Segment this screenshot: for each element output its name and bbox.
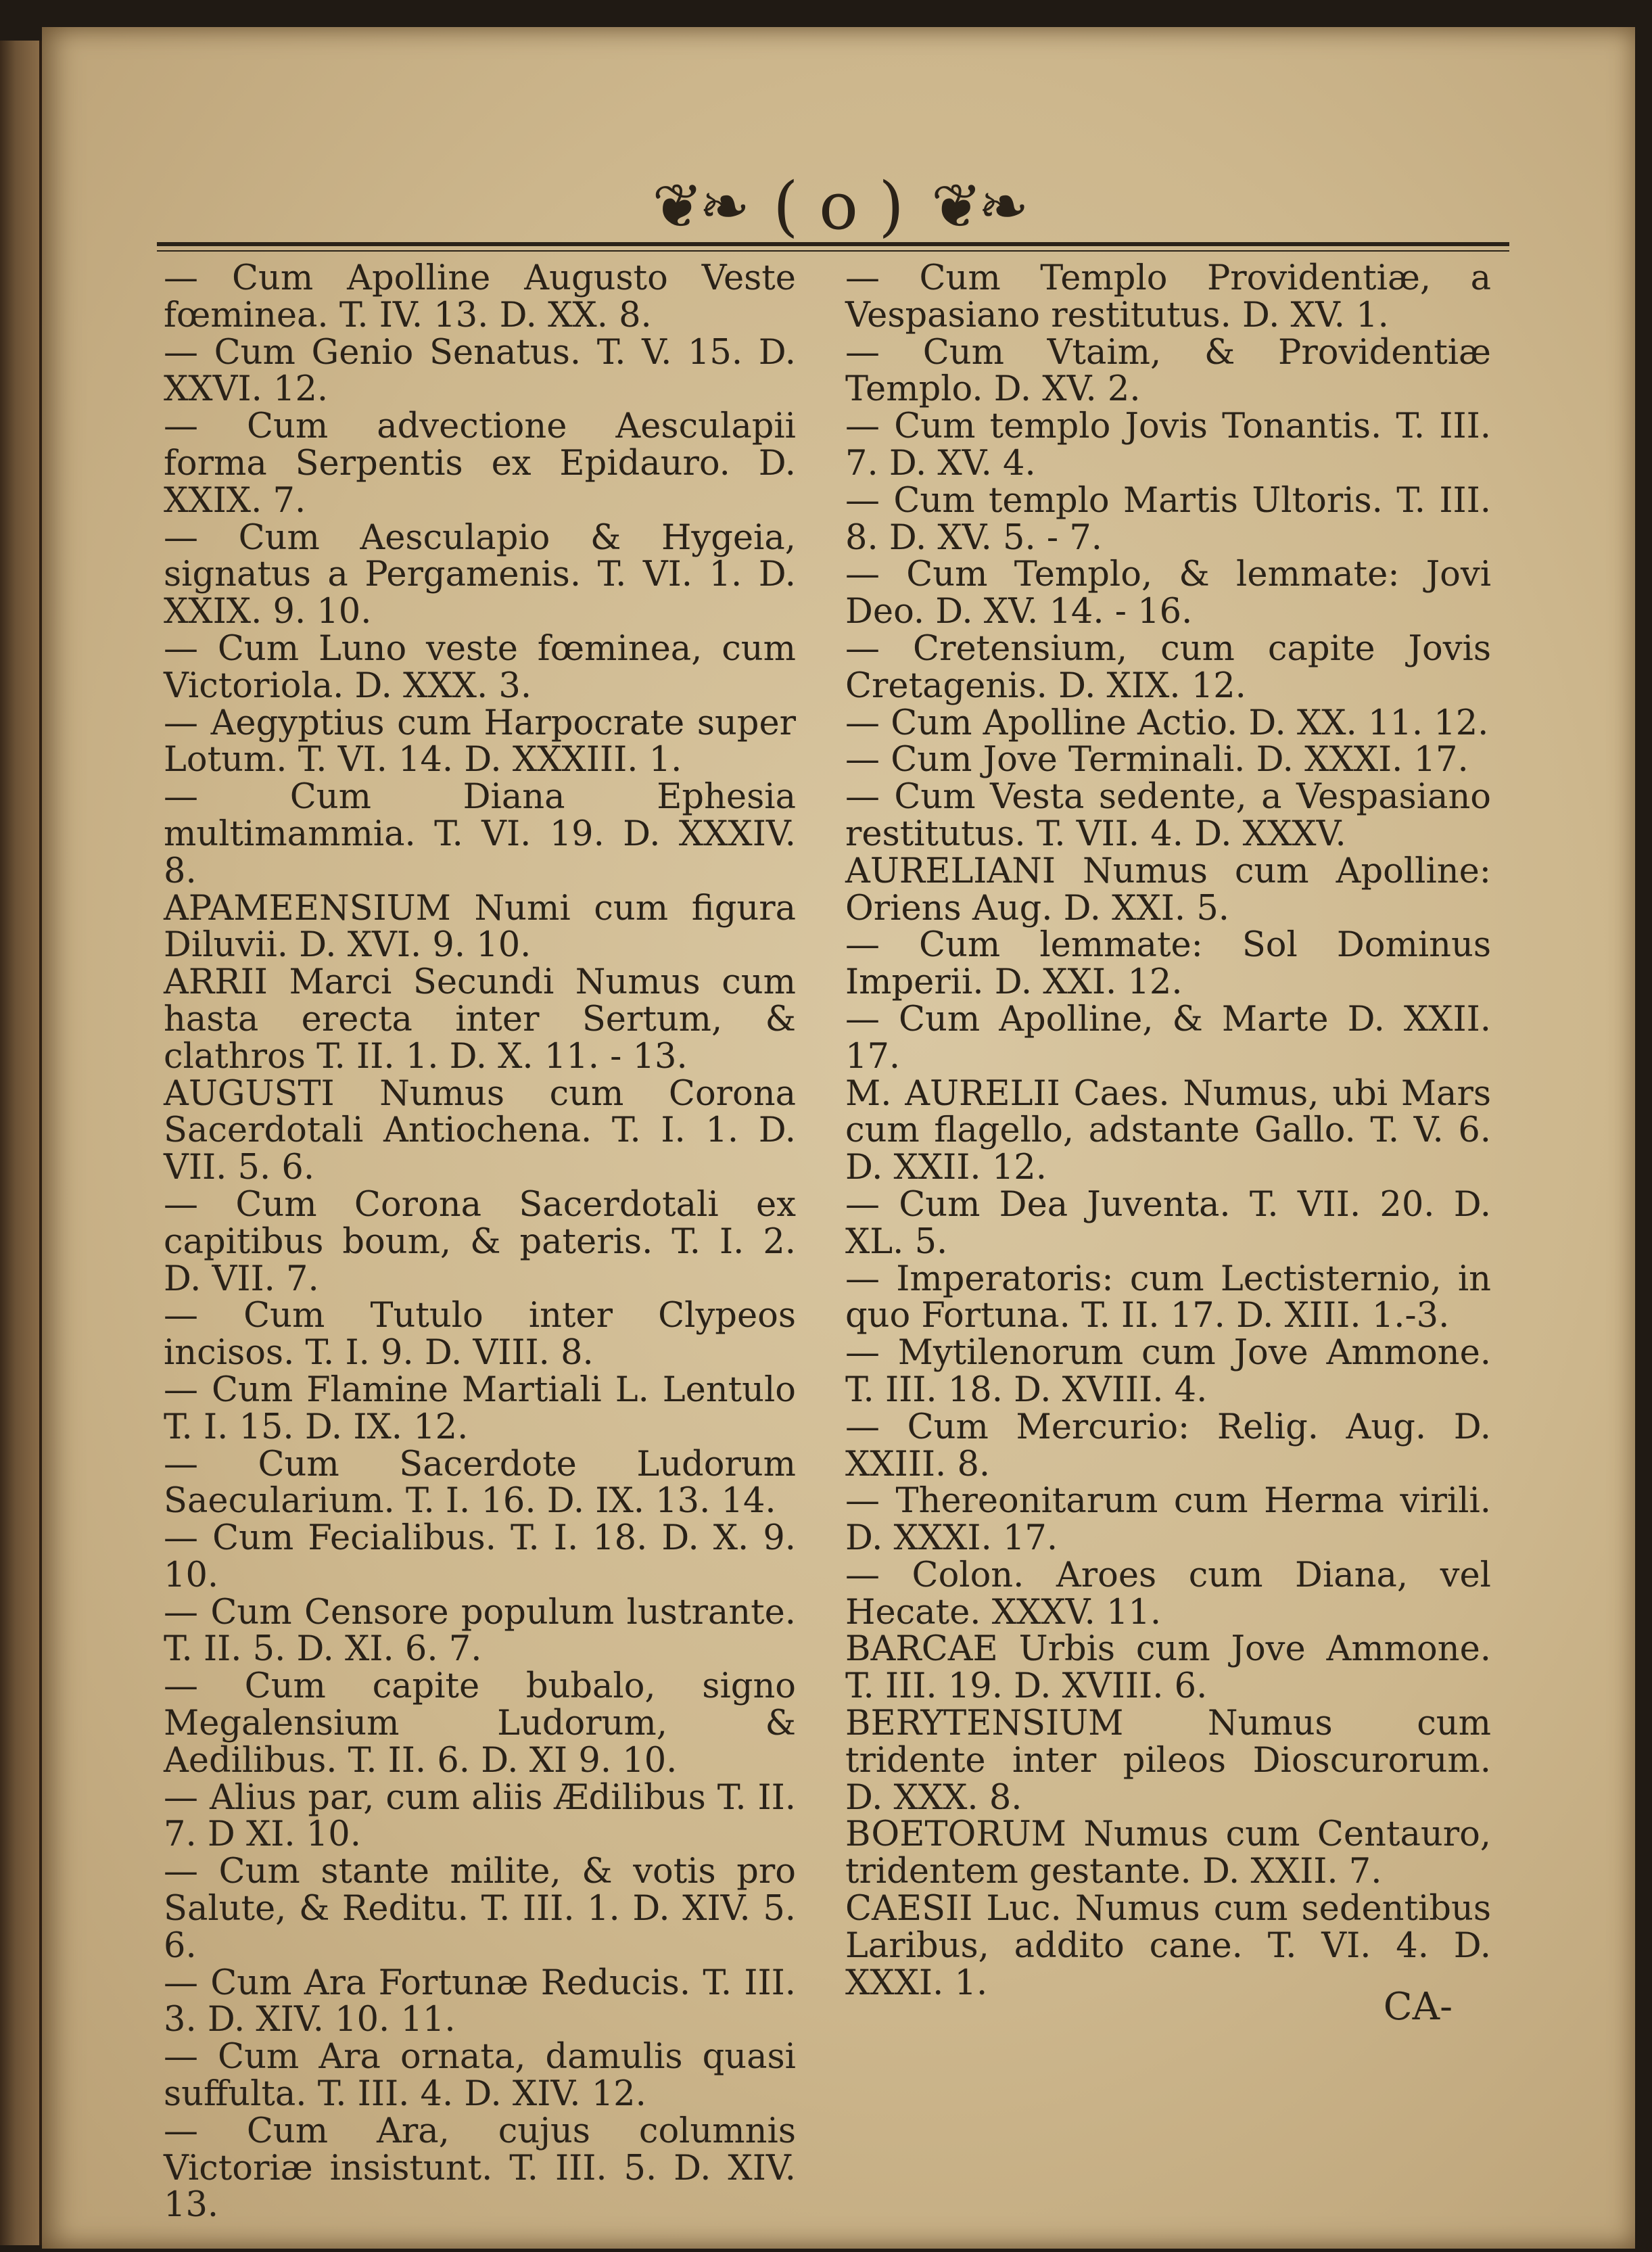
index-entry: — Cum Fecialibus. T. I. 18. D. X. 9. 10. — [164, 1518, 796, 1595]
index-entry: AUGUSTI Numus cum Corona Sacerdotali Antiochena. T. I. 1. D. VII. 5. 6. — [164, 1073, 796, 1188]
index-entry: ARRII Marci Secundi Numus cum hasta erecta inter Sertum, & clathros T. II. 1. D. X. 11. - 13. — [164, 962, 796, 1077]
page-number: ( o ) — [773, 168, 904, 244]
index-entry: M. AURELII Caes. Numus, ubi Mars cum flagello, adstante Gallo. T. V. 6. D. XXII. 12. — [845, 1073, 1491, 1188]
index-entry: — Cum capite bubalo, signo Megalensium Ludorum, & Aedilibus. T. II. 6. D. XI 9. 10. — [164, 1666, 796, 1781]
index-entry: — Cum Dea Juventa. T. VII. 20. D. XL. 5. — [845, 1184, 1491, 1262]
index-entry: — Cretensium, cum capite Jovis Cretagenis. D. XIX. 12. — [845, 628, 1491, 706]
index-entry: — Cum Jove Terminali. D. XXXI. 17. — [845, 740, 1469, 780]
index-entry: BOETORUM Numus cum Centauro, tridentem gestante. D. XXII. 7. — [845, 1814, 1491, 1892]
index-entry: — Cum Flamine Martiali L. Lentulo T. I. 15. D. IX. 12. — [164, 1369, 796, 1447]
index-entry: — Cum Ara Fortunæ Reducis. T. III. 3. D. XIV. 10. 11. — [164, 1963, 796, 2040]
index-entry: — Cum Censore populum lustrante. T. II. 5. D. XI. 6. 7. — [164, 1592, 796, 1670]
book-page — [42, 27, 1635, 2249]
index-entry: — Cum Ara ornata, damulis quasi suffulta. T. III. 4. D. XIV. 12. — [164, 2037, 796, 2115]
index-entry: — Aegyptius cum Harpocrate super Lotum. T. VI. 14. D. XXXIII. 1. — [164, 703, 796, 780]
index-entry: — Cum Sacerdote Ludorum Saecularium. T. I. 16. D. IX. 13. 14. — [164, 1444, 796, 1522]
previous-page-edge — [0, 41, 42, 2245]
page-header — [42, 145, 1635, 267]
index-entry: — Cum Ara, cujus columnis Victoriæ insistunt. T. III. 5. D. XIV. 13. — [164, 2111, 796, 2226]
index-entry: CAESII Luc. Numus cum sedentibus Laribus, addito cane. T. VI. 4. D. XXXI. 1. — [845, 1889, 1491, 2003]
right-column — [845, 260, 1491, 2002]
index-entry: — Cum Vtaim, & Providentiæ Templo. D. XV. 2. — [845, 332, 1491, 410]
index-entry: — Colon. Aroes cum Diana, vel Hecate. XXXV. 11. — [845, 1555, 1491, 1633]
index-entry: — Cum lemmate: Sol Dominus Imperii. D. XXI. 12. — [845, 925, 1491, 1003]
index-entry: BARCAE Urbis cum Jove Ammone. T. III. 19. D. XVIII. 6. — [845, 1629, 1491, 1707]
index-entry: — Cum Apolline Augusto Veste fœminea. T. IV. 13. D. XX. 8. — [164, 258, 796, 335]
index-entry: — Cum Vesta sedente, a Vespasiano restitutus. T. VII. 4. D. XXXV. — [845, 777, 1491, 854]
index-entry: — Cum Apolline, & Marte D. XXII. 17. — [845, 999, 1491, 1077]
index-entry: BERYTENSIUM Numus cum tridente inter pileos Dioscurorum. D. XXX. 8. — [845, 1704, 1491, 1818]
index-entry: — Cum Genio Senatus. T. V. 15. D. XXVI. 12. — [164, 332, 796, 410]
header-rule — [157, 242, 1509, 246]
index-entry: — Alius par, cum aliis Ædilibus T. II. 7. D XI. 10. — [164, 1777, 796, 1855]
index-entry: — Cum advectione Aesculapii forma Serpentis ex Epidauro. D. XXIX. 7. — [164, 406, 796, 521]
index-entry: — Cum Aesculapio & Hygeia, signatus a Pergamenis. T. VI. 1. D. XXIX. 9. 10. — [164, 517, 796, 632]
index-entry: — Cum templo Martis Ultoris. T. III. 8. D. XV. 5. - 7. — [845, 480, 1491, 558]
index-entry: — Cum Tutulo inter Clypeos incisos. T. I. 9. D. VIII. 8. — [164, 1296, 796, 1374]
index-entry: — Cum templo Jovis Tonantis. T. III. 7. D. XV. 4. — [845, 406, 1491, 484]
index-entry: APAMEENSIUM Numi cum figura Diluvii. D. XVI. 9. 10. — [164, 888, 796, 966]
index-entry: — Mytilenorum cum Jove Ammone. T. III. 18. D. XVIII. 4. — [845, 1333, 1491, 1410]
ornament-left-icon: ❦❧ — [652, 170, 747, 242]
index-entry: — Cum Corona Sacerdotali ex capitibus boum, & pateris. T. I. 2. D. VII. 7. — [164, 1184, 796, 1299]
index-entry: — Cum Apolline Actio. D. XX. 11. 12. — [845, 703, 1489, 743]
catchword: CA- — [1383, 1985, 1453, 2029]
index-entry: — Cum Mercurio: Relig. Aug. D. XXIII. 8. — [845, 1407, 1491, 1484]
left-column — [164, 260, 796, 2224]
index-entry: — Cum Templo Providentiæ, a Vespasiano restitutus. D. XV. 1. — [845, 258, 1491, 335]
index-entry: — Cum Templo, & lemmate: Jovi Deo. D. XV. 14. - 16. — [845, 555, 1491, 632]
index-entry: — Thereonitarum cum Herma virili. D. XXXI. 17. — [845, 1481, 1491, 1559]
index-entry: — Imperatoris: cum Lectisternio, in quo Fortuna. T. II. 17. D. XIII. 1.-3. — [845, 1259, 1491, 1336]
index-entry: — Cum Diana Ephesia multimammia. T. VI. 19. D. XXXIV. 8. — [164, 777, 796, 891]
index-entry: AURELIANI Numus cum Apolline: Oriens Aug. D. XXI. 5. — [845, 851, 1491, 929]
index-entry: — Cum stante milite, & votis pro Salute, & Reditu. T. III. 1. D. XIV. 5. 6. — [164, 1852, 796, 1966]
index-entry: — Cum Luno veste fœminea, cum Victoriola. D. XXX. 3. — [164, 628, 796, 706]
header-rule-thin — [157, 250, 1509, 252]
ornament-right-icon: ❦❧ — [930, 170, 1025, 242]
